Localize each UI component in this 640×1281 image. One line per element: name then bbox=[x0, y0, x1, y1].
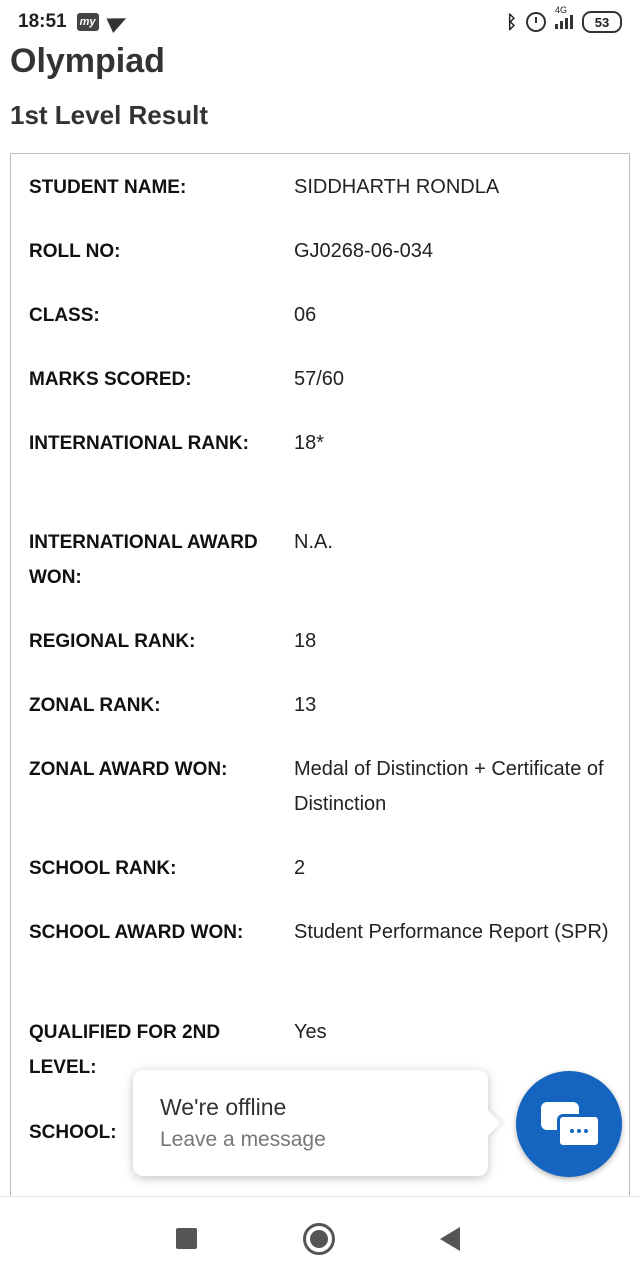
row-label: REGIONAL RANK: bbox=[29, 631, 196, 652]
row-value: 13 bbox=[294, 694, 317, 716]
row-value: Yes bbox=[294, 1021, 327, 1043]
row-label: STUDENT NAME: bbox=[29, 177, 187, 198]
row-label: CLASS: bbox=[29, 305, 100, 326]
app-badge-icon: my bbox=[77, 13, 99, 31]
row-value: 2 bbox=[294, 857, 306, 879]
row-value: 57/60 bbox=[294, 368, 345, 390]
row-value: SIDDHARTH RONDLA bbox=[294, 176, 500, 198]
row-value: 06 bbox=[294, 304, 317, 326]
row-label: MARKS SCORED: bbox=[29, 369, 192, 390]
status-right bbox=[506, 5, 622, 33]
row-value: 18* bbox=[294, 432, 325, 454]
telegram-icon bbox=[106, 11, 129, 33]
row-label: ZONAL RANK: bbox=[29, 695, 161, 716]
row-label: ZONAL AWARD WON: bbox=[29, 759, 228, 780]
status-time: 18:51 bbox=[18, 11, 67, 32]
row-value: GJ0268-06-034 bbox=[294, 240, 433, 262]
back-icon[interactable] bbox=[440, 1227, 460, 1251]
row-value: Student Performance Report (SPR) bbox=[294, 921, 609, 943]
alarm-icon bbox=[526, 12, 546, 32]
chat-offline-popup[interactable] bbox=[133, 1070, 488, 1176]
signal-icon bbox=[555, 5, 573, 29]
navigation-bar bbox=[0, 1196, 640, 1281]
row-label: SCHOOL RANK: bbox=[29, 858, 177, 879]
recent-apps-icon[interactable] bbox=[176, 1228, 197, 1249]
row-label: INTERNATIONAL AWARD WON: bbox=[29, 532, 258, 588]
row-label: QUALIFIED FOR 2ND LEVEL: bbox=[29, 1022, 221, 1078]
home-icon[interactable] bbox=[303, 1223, 335, 1255]
status-left bbox=[18, 11, 127, 33]
row-value: 18 bbox=[294, 630, 317, 652]
row-label: ROLL NO: bbox=[29, 241, 121, 262]
row-value: Medal of Distinction + Certificate of Distinction bbox=[294, 758, 604, 815]
battery-icon: 53 bbox=[582, 11, 622, 33]
app-title: Olympiad bbox=[10, 42, 165, 80]
chat-button[interactable] bbox=[516, 1071, 622, 1177]
row-label: SCHOOL: bbox=[29, 1122, 117, 1143]
chat-status: We're offline bbox=[160, 1094, 287, 1120]
row-label: INTERNATIONAL RANK: bbox=[29, 433, 249, 454]
result-table bbox=[10, 153, 630, 1213]
network-type: 4G bbox=[555, 5, 568, 15]
leave-message-link[interactable]: Leave a message bbox=[160, 1128, 326, 1151]
section-title: 1st Level Result bbox=[10, 100, 208, 130]
bluetooth-icon: ᛒ bbox=[506, 11, 517, 32]
chat-bubble-icon bbox=[541, 1102, 597, 1146]
row-label: SCHOOL AWARD WON: bbox=[29, 922, 244, 943]
row-value: N.A. bbox=[294, 531, 333, 553]
status-bar bbox=[0, 0, 640, 44]
